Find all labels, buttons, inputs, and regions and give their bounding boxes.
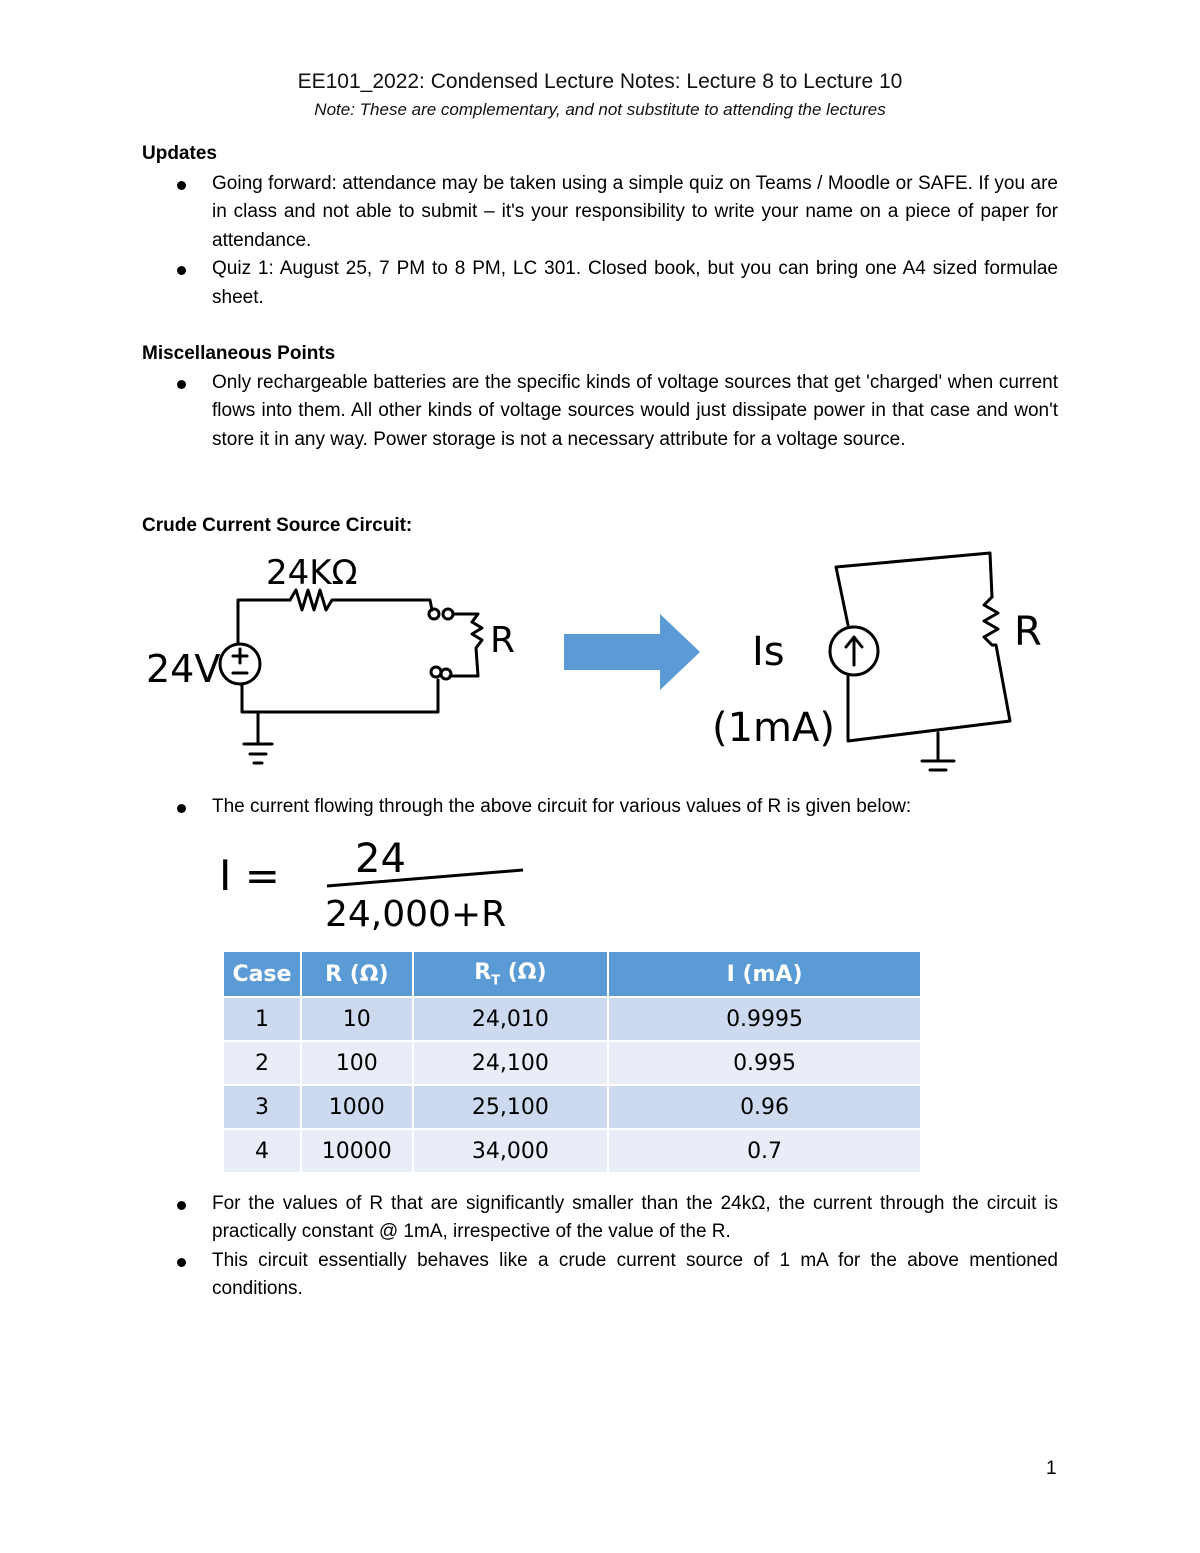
- list-item: [142, 170, 1058, 255]
- list-item: [142, 255, 1058, 312]
- formula-numerator: 24: [355, 836, 406, 882]
- table-row: [223, 997, 921, 1041]
- formula-lhs: I =: [219, 851, 280, 900]
- voltage-source-circuit-diagram: [140, 548, 520, 788]
- load-resistor-icon: [848, 597, 1010, 741]
- page-subtitle-note: Note: These are complementary, and not substitute to attending the lectures: [314, 100, 886, 119]
- crude-intro-list: [142, 793, 1058, 821]
- bullet-icon: [177, 380, 186, 389]
- table-cell: 24,010: [413, 997, 608, 1041]
- resistor-24k-icon: [290, 590, 432, 610]
- page-number: 1: [1046, 1458, 1057, 1479]
- list-item-text: For the values of R that are significantly smaller than the 24kΩ, the current through the circuit is practically constant @ 1mA, irrespective of the value of the R.: [212, 1193, 1058, 1243]
- list-item-text: The current flowing through the above circuit for various values of R is given below:: [212, 796, 912, 817]
- column-header: Case: [223, 951, 301, 997]
- bullet-icon: [177, 1258, 186, 1267]
- column-header: I (mA): [608, 951, 921, 997]
- table-cell: 100: [301, 1041, 413, 1085]
- table-row: [223, 1129, 921, 1173]
- table-cell: 10: [301, 997, 413, 1041]
- list-item-text: This circuit essentially behaves like a crude current source of 1 mA for the above mentioned conditions.: [212, 1249, 1058, 1300]
- load-label: R: [490, 620, 516, 661]
- crude-heading: Crude Current Source Circuit:: [142, 515, 413, 536]
- table-cell: 0.7: [608, 1129, 921, 1173]
- table-row: [223, 1041, 921, 1085]
- source-label: 24V: [146, 647, 221, 691]
- terminal-icon: [429, 609, 439, 619]
- table-cell: 0.995: [608, 1041, 921, 1085]
- column-header: R (Ω): [301, 951, 413, 997]
- terminal-icon: [431, 667, 441, 677]
- bullet-icon: [177, 181, 186, 190]
- resistor-label: 24KΩ: [266, 553, 358, 593]
- source-value: (1mA): [712, 705, 835, 751]
- list-item-text: Quiz 1: August 25, 7 PM to 8 PM, LC 301. Closed book, but you can bring one A4 sized formulae sheet.: [212, 258, 1058, 308]
- ground-icon: [244, 712, 272, 763]
- source-label: Is: [752, 629, 785, 675]
- transform-arrow-icon: [564, 612, 704, 692]
- wire: [836, 553, 992, 625]
- current-source-circuit-diagram: [708, 545, 1068, 780]
- table-cell: 25,100: [413, 1085, 608, 1129]
- misc-heading: Miscellaneous Points: [142, 343, 336, 364]
- crude-conclusion-list: [142, 1190, 1058, 1304]
- updates-heading: Updates: [142, 143, 217, 164]
- misc-list: [142, 369, 1058, 454]
- list-item-text: Only rechargeable batteries are the specific kinds of voltage sources that get 'charged' when current flows into them. All other kinds of voltage sources would just dissipate power in that case and won't store it in any way. Power storage is not a necessary attribute for a voltage source.: [212, 372, 1058, 450]
- table-cell: 24,100: [413, 1041, 608, 1085]
- list-item: [142, 1247, 1058, 1304]
- table-cell: 0.9995: [608, 997, 921, 1041]
- current-formula: [215, 830, 545, 940]
- list-item: [142, 793, 1058, 821]
- column-header: $R_T$ (Ω): [413, 951, 608, 997]
- wire: [238, 600, 290, 644]
- table-cell: 1: [223, 997, 301, 1041]
- table-cell: 1000: [301, 1085, 413, 1129]
- bullet-icon: [177, 1201, 186, 1210]
- current-values-table: [222, 950, 922, 1174]
- table-header-row: [223, 951, 921, 997]
- formula-denominator: 24,000+R: [325, 894, 507, 935]
- bullet-icon: [177, 804, 186, 813]
- table-cell: 3: [223, 1085, 301, 1129]
- table-cell: 10000: [301, 1129, 413, 1173]
- table-row: [223, 1085, 921, 1129]
- list-item: [142, 1190, 1058, 1247]
- ground-icon: [922, 733, 954, 770]
- list-item-text: Going forward: attendance may be taken using a simple quiz on Teams / Moodle or SAFE. If you are in class and not able to submit – it's your responsibility to write your name on a piece of paper for attendance.: [212, 173, 1058, 251]
- table-cell: 2: [223, 1041, 301, 1085]
- load-resistor-icon: [450, 614, 482, 676]
- bullet-icon: [177, 266, 186, 275]
- terminal-icon: [441, 669, 451, 679]
- table-cell: 4: [223, 1129, 301, 1173]
- page-title: EE101_2022: Condensed Lecture Notes: Lecture 8 to Lecture 10: [297, 70, 903, 93]
- wire: [242, 680, 438, 712]
- load-label: R: [1014, 609, 1042, 655]
- updates-list: [142, 170, 1058, 312]
- table-cell: 34,000: [413, 1129, 608, 1173]
- table-cell: 0.96: [608, 1085, 921, 1129]
- list-item: [142, 369, 1058, 454]
